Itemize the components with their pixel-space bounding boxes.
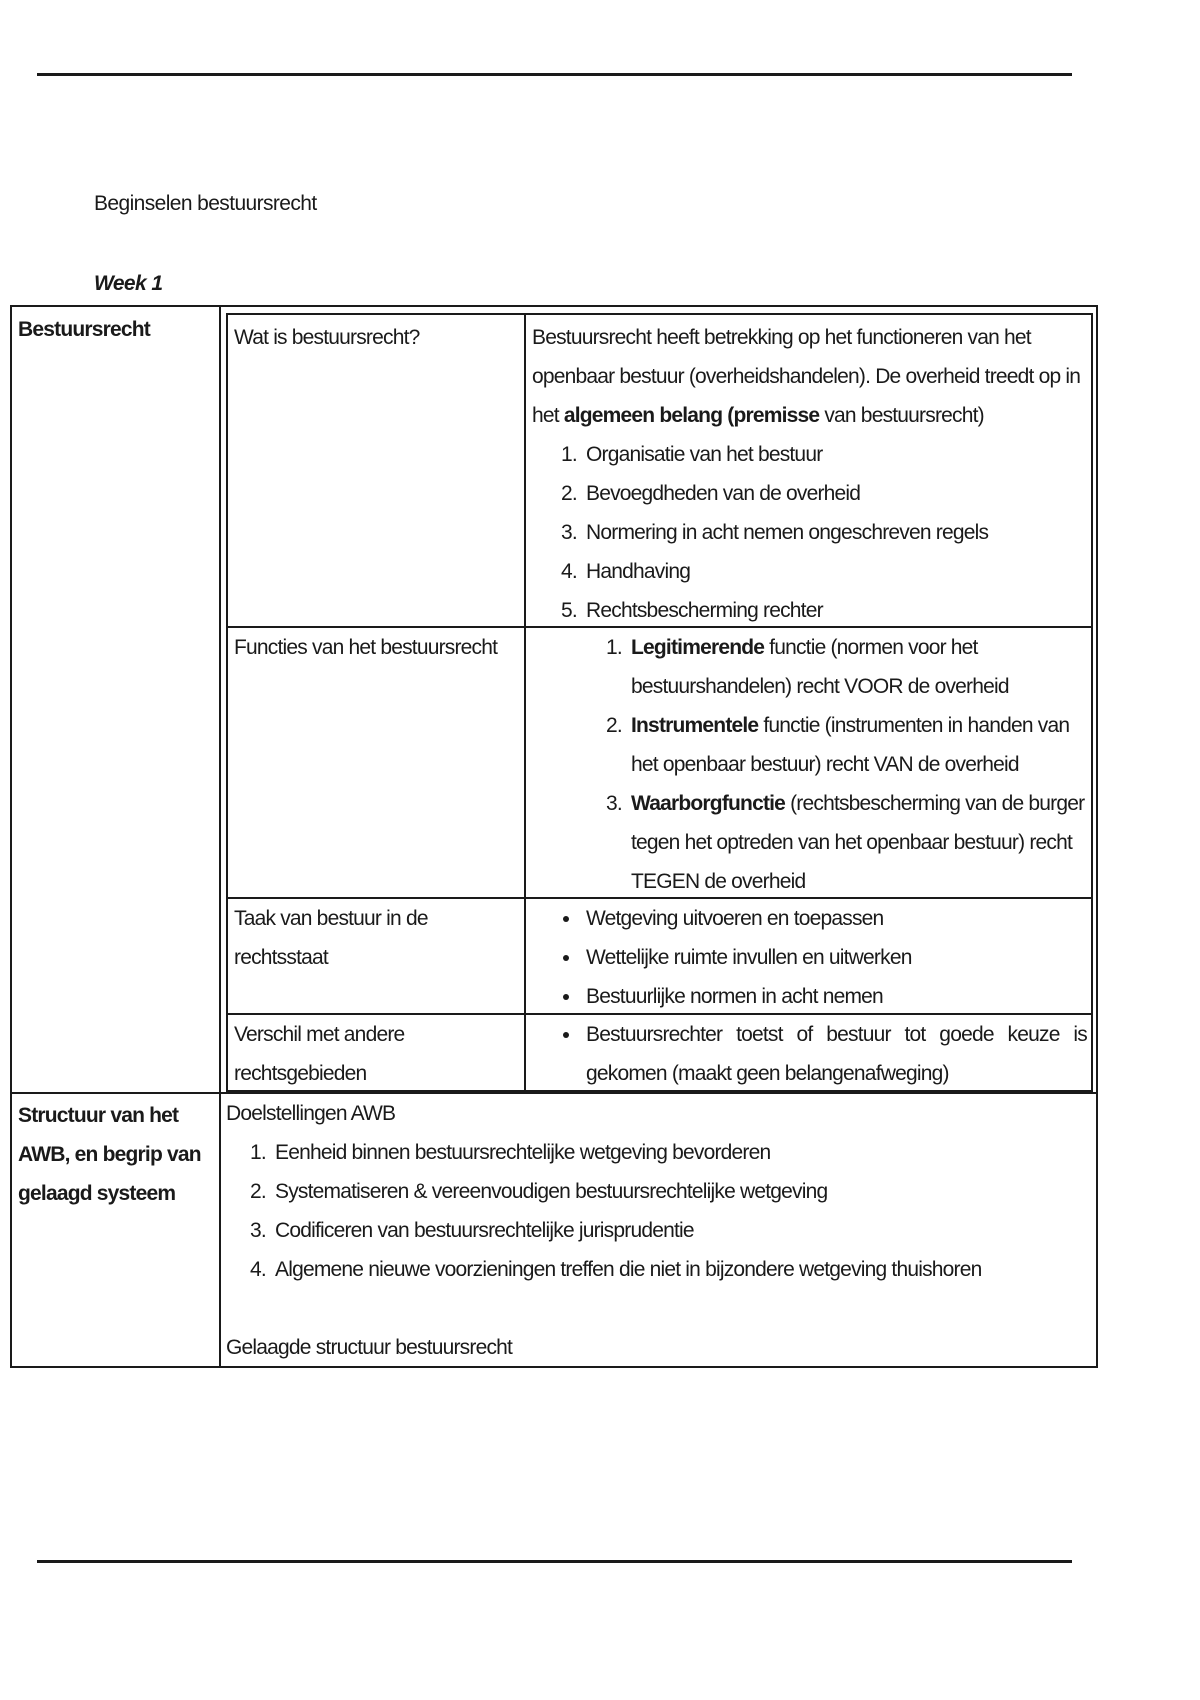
list-item	[627, 706, 1087, 784]
awb-heading: Doelstellingen AWB	[226, 1102, 396, 1125]
awb-section-content	[226, 1094, 1086, 1367]
footer-rule	[37, 1560, 1072, 1563]
list-item: • Wettelijke ruimte invullen en uitwerken	[582, 938, 1087, 977]
awb-footer: Gelaagde structuur bestuursrecht	[226, 1336, 513, 1359]
label-column-divider	[219, 307, 221, 1366]
numbered-list	[627, 628, 1087, 901]
list-item	[627, 628, 1087, 706]
function-description: functie (normen voor het bestuurshandelen) recht VOOR de overheid	[631, 636, 1009, 698]
list-item: • Bestuursrechter toetst of bestuur tot goede keuze is gekomen (maakt geen belangenafweging)	[582, 1015, 1087, 1093]
list-item: 3. Codificeren van bestuursrechtelijke jurisprudentie	[271, 1211, 1086, 1250]
numbered-list	[582, 435, 1087, 630]
column-divider	[524, 315, 526, 1090]
list-item: 3. Normering in acht nemen ongeschreven regels	[582, 513, 1087, 552]
function-name: Waarborgfunctie	[631, 792, 786, 815]
section-label-awb: Structuur van het AWB, en begrip van gelaagd systeem	[18, 1104, 201, 1205]
answer-wat-is-bestuursrecht	[532, 318, 1087, 630]
list-item: 2. Bevoegdheden van de overheid	[582, 474, 1087, 513]
function-description: functie (instrumenten in handen van het openbaar bestuur) recht VAN de overheid	[631, 714, 1070, 776]
list-item: 1. Organisatie van het bestuur	[582, 435, 1087, 474]
question-wat-is-bestuursrecht: Wat is bestuursrecht?	[234, 326, 420, 349]
answer-intro	[532, 318, 1087, 435]
list-item: • Bestuurlijke normen in acht nemen	[582, 977, 1087, 1016]
intro-text-end: van bestuursrecht)	[819, 404, 984, 427]
list-item: 4. Handhaving	[582, 552, 1087, 591]
list-item: 2. Systematiseren & vereenvoudigen bestuursrechtelijke wetgeving	[271, 1172, 1086, 1211]
list-item: 4. Algemene nieuwe voorzieningen treffen die niet in bijzondere wetgeving thuishoren	[271, 1250, 1086, 1289]
bullet-list	[582, 899, 1087, 1016]
list-item: 5. Rechtsbescherming rechter	[582, 591, 1087, 630]
subtopic-table	[226, 313, 1093, 1092]
list-item	[627, 784, 1087, 901]
intro-text: Bestuursrecht heeft betrekking op het functioneren van het openbaar bestuur (overheidshandelen). De overheid treedt op in het	[532, 326, 1081, 427]
answer-functies	[532, 628, 1087, 901]
section-label-bestuursrecht: Bestuursrecht	[18, 318, 150, 341]
function-name: Instrumentele	[631, 714, 759, 737]
numbered-list	[271, 1133, 1086, 1289]
list-item: 1. Eenheid binnen bestuursrechtelijke wetgeving bevorderen	[271, 1133, 1086, 1172]
question-verschil: Verschil met andere rechtsgebieden	[234, 1023, 405, 1085]
week-heading: Week 1	[94, 272, 163, 295]
function-description: (rechtsbescherming van de burger tegen het optreden van het openbaar bestuur) recht TEGEN de overheid	[631, 792, 1085, 893]
document-title: Beginselen bestuursrecht	[94, 192, 317, 215]
list-item: • Wetgeving uitvoeren en toepassen	[582, 899, 1087, 938]
header-rule	[37, 73, 1072, 76]
answer-verschil	[532, 1015, 1087, 1093]
answer-taak-van-bestuur	[532, 899, 1087, 1016]
intro-bold: algemeen belang (premisse	[563, 404, 820, 427]
spacer	[226, 1289, 1086, 1328]
bullet-list	[582, 1015, 1087, 1093]
function-name: Legitimerende	[631, 636, 765, 659]
question-functies: Functies van het bestuursrecht	[234, 636, 498, 659]
question-taak-van-bestuur: Taak van bestuur in de rechtsstaat	[234, 907, 428, 969]
